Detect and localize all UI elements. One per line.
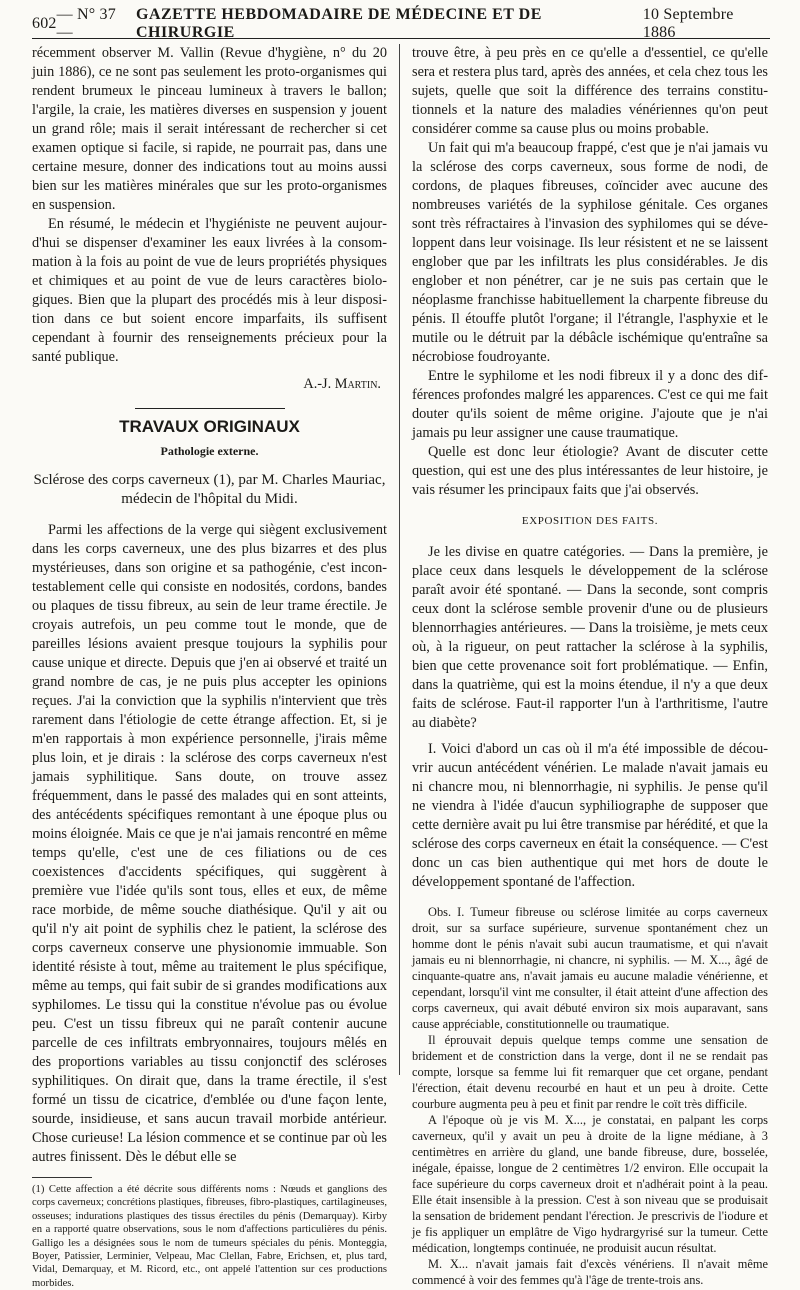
paragraph: En résumé, le médecin et l'hygiéniste ne peuvent aujourd'hui se dispenser d'examiner les eaux livrées à la consommation à la fois au point de vue de leurs propriétés physiques et chimiques et au point de vue de leurs caractères biologiques. Bien que la plupart des procédés mis à leur disposition dans ce but soient encore imparfaits, ils suffisent cependant à fournir des renseignements précieux pour la santé publique. bbox=[32, 216, 387, 365]
footnote-divider bbox=[32, 1177, 92, 1178]
paragraph: Je les divise en quatre catégories. — Dans la première, je place ceux dans lesquels le développement de la sclérose paraît avoir été spontané. — Dans la seconde, sont compris ceux dont la sclérose semble provenir d'une ou de plusieurs blennorrhagies antérieures. — Dans la troisième, je mets ceux où, à la rigueur, on peut rattacher la sclérose à la syphilis, bien que cette provenance soit fort problématique. — Enfin, dans la quatrième, qui est la moins étendue, il n'y a que deux faits de sclérose. Faut-il rapporter l'un à l'arthritisme, l'autre au diabète? bbox=[412, 544, 768, 731]
column-divider bbox=[399, 44, 400, 1075]
observation-paragraph: A l'époque où je vis M. X..., je constatai, en palpant les corps caverneux, qu'il y avait un peu à droite de la ligne médiane, à 3 centimètres en arrière du gland, une bande fibreuse, dure, bosselée, inégale, épaisse, longue de 2 centimètres 1/2 environ. Elle occupait la face supérieure du corps caverneux droit et n'adhérait point à la peau. Elle était insensible à la pression. C'est à son niveau que se produisait la sensation de bridement pendant l'érection. Je prescrivis de l'iodure et je fis appliquer un emplâtre de Vigo hydrargyrisé sur la tumeur. Cette médication, longtemps continuée, ne produisit aucun résultat. bbox=[412, 1113, 768, 1255]
observation-block bbox=[412, 904, 768, 1288]
author-signature: A.-J. Martin. bbox=[303, 376, 381, 392]
issue-number: — N° 37 — bbox=[56, 6, 116, 41]
paragraph: I. Voici d'abord un cas où il m'a été impossible de découvrir aucun antécédent vénérien. Le malade n'avait jamais eu ni chancre mou, ni blennorrhagie, ni syphilis. Je pense qu'il ne viendra à l'idée d'aucun syphiliographe de supposer que cette dernière avait pu lui être transmise par hérédité, et que la sclérose des corps caverneux en était la conséquence. — C'est donc un cas bien authentique qui met hors de doute le développement spontané de l'affection. bbox=[412, 741, 768, 890]
paragraph: Parmi les affections de la verge qui siègent exclusivement dans les corps caverneux, une des plus bizarres et des plus mystérieuses, dans son origine et sa pathogénie, c'est incontestablement celle qui consiste en nodosités, cordons, bandes ou plaques de tissu fibreux, au sein de leur trame érectile. Je croyais autrefois, un peu comme tout le monde, que de pareilles lésions avaient presque toujours la syphilis pour cause unique et directe. Depuis que j'en ai observé et traité un grand nombre de cas, je ne puis plus accepter les opinions reçues. J'ai la conviction que la syphilis n'intervient que très rarement dans l'étiologie de cette étrange affection. Et, si je m'en rapportais à mon expérience personnelle, j'irais même plus loin, et je dirais : la sclérose des corps caverneux n'est jamais syphilitique. Sans doute, on trouve assez fréquemment, dans le passé des malades qui en sont atteints, des antécédents spécifiques remontant à une époque plus ou moins éloignée. Mais ce que je n'ai jamais rencontré en même temps qu'elle, c'est une de ces filiations ou de ces coexistences d'accidents spécifiques, qui suggèrent à première vue l'idée qu'ils sont tous, elles et eux, de même race morbide, de même souche diathésique. Qu'il y ait ou qu'il n'y ait point de syphilis chez le patient, la sclérose des corps caverneux conserve une physionomie immuable. Son identité résiste à tout, même au traitement le plus spécifique, même au temps, qui fait subir de si grandes modifications aux syphilomes. Le tissu qui la constitue n'évolue pas ou évolue peu. C'est un tissu fibreux qui ne paraît contenir aucune parcelle de ces infiltrats embryonnaires, toujours mêlés en des proportions variables au tissu conjonctif des scléroses syphilitiques. On dirait que, dans la trame érectile, il s'est formé un tissu de cicatrice, d'emblée ou d'une façon lente, sourde, insidieuse, et sans aucun travail morbide antérieur. Chose curieuse! La lésion commence et se continue par où les autres finissent. Dès le début elle se bbox=[32, 522, 387, 1165]
subsection-title: EXPOSITION DES FAITS. bbox=[521, 515, 659, 527]
right-column bbox=[412, 44, 768, 1287]
journal-title: GAZETTE HEBDOMADAIRE DE MÉDECINE ET DE CHIRURGIE bbox=[136, 6, 542, 41]
page-number: 602 bbox=[32, 15, 57, 32]
paragraph: Quelle est donc leur étiologie? Avant de discuter cette question, qui est une des plus intéressantes de leur histoire, je vais résumer les principaux faits que j'ai observés. bbox=[412, 444, 768, 498]
section-subtitle: Pathologie externe. bbox=[160, 444, 259, 458]
issue-date: 10 Septembre 1886 bbox=[642, 6, 734, 41]
paragraph: récemment observer M. Vallin (Revue d'hygiène, n° du 20 juin 1886), ce ne sont pas seulement les proto-organismes qui rendent brumeux le pinceau lumineux à travers le ballon; l'argile, la craie, les matières diverses en suspension y jouent un grand rôle; mais il serait intéressant de rechercher si cet examen optique si facile, si rapide, ne pourrait pas, dans une certaine mesure, donner des indications tout au moins aussi bien sur les matières minérales que sur les proto-organismes en suspension. bbox=[32, 45, 387, 213]
observation-paragraph: M. X... n'avait jamais fait d'excès vénériens. Il n'avait même commencé à voir des femmes qu'à l'âge de trente-trois ans. bbox=[412, 1257, 768, 1287]
article-title: Sclérose des corps caverneux (1), par M. Charles Mauriac, médecin de l'hôpital du Midi. bbox=[33, 472, 386, 507]
page-header bbox=[32, 6, 770, 41]
footnote: (1) Cette affection a été décrite sous différents noms : Nœuds et ganglions des corps caverneux; concrétions plastiques, fibreuses, fibro-plastiques, cartilagineuses, osseuses; indurations plastiques des tissus érectiles du pénis (Demarquay). Kirby en a rapporté quatre observations, sous le nom d'affections particulières du pénis. Galligo les a désignées sous le nom de tumeurs spéciales du pénis. Monteggia, Boyer, Patissier, Lerminier, Velpeau, Mac Clellan, Fabre, Erichsen, et, plus tard, Vidal, Demarquay, et M. Ricord, etc., ont appelé l'attention sur ces productions morbides. bbox=[32, 1184, 387, 1289]
left-column bbox=[32, 44, 387, 1289]
section-title: TRAVAUX ORIGINAUX bbox=[119, 417, 300, 436]
paragraph: trouve être, à peu près en ce qu'elle a d'essentiel, ce qu'elle sera et restera plus tard, après des années, et cela chez tous les sujets, quelle que soit la différence des terrains constitutionnels et la nature des maladies vénériennes qu'on peut considérer comme sa cause plus ou moins probable. bbox=[412, 45, 768, 137]
section-divider bbox=[135, 408, 285, 409]
observation-paragraph: Obs. I. Tumeur fibreuse ou sclérose limitée au corps caverneux droit, sur sa surface supérieure, survenue spontanément chez un homme dont le pénis n'avait subi aucun traumatisme, et qui n'avait jamais eu ni blennorrhagie, ni chancre, ni syphilis. — M. X..., âgé de cinquante-quatre ans, n'avait jamais eu aucune maladie vénérienne, et cependant, lorsqu'il vint me consulter, il était atteint d'une affection des corps caverneux, qui avait débuté environ six mois auparavant, sans cause appréciable, constitutionnelle ou traumatique. bbox=[412, 905, 768, 1031]
paragraph: Entre le syphilome et les nodi fibreux il y a donc des différences profondes malgré les apparences. C'est ce qui me fait douter qu'ils soient de même origine. J'ajoute que je n'ai jamais pu leur assigner une cause traumatique. bbox=[412, 368, 768, 441]
observation-paragraph: Il éprouvait depuis quelque temps comme une sensation de bridement et de constriction dans la verge, dont il ne se rendait pas compte, lorsque sa femme lui fit remarquer que cet organe, pendant l'érection, était devenu recourbé en haut et un peu à droite. Cette courbure augmenta peu à peu et finit par rendre le coït très difficile. bbox=[412, 1033, 768, 1111]
paragraph: Un fait qui m'a beaucoup frappé, c'est que je n'ai jamais vu la sclérose des corps caverneux, sous forme de nodi, de cordons, de plaques fibreuses, coïncider avec aucune des nombreuses variétés de la syphilose génitale. Ces organes sont très réfractaires à l'invasion des syphilomes qui se développent dans leur voisinage. Ils leur résistent et ne se laissent englober que par les infiltrats les plus considérables. Je dis englober et non pénétrer, car je ne suis pas certain que le néoplasme franchisse habituellement la charpente fibreuse du pénis. Il étouffe plutôt l'organe; il l'étrangle, l'asphyxie et le mutile ou le détruit par la débâcle ischémique qu'entraîne sa nécrobiose foudroyante. bbox=[412, 140, 768, 365]
